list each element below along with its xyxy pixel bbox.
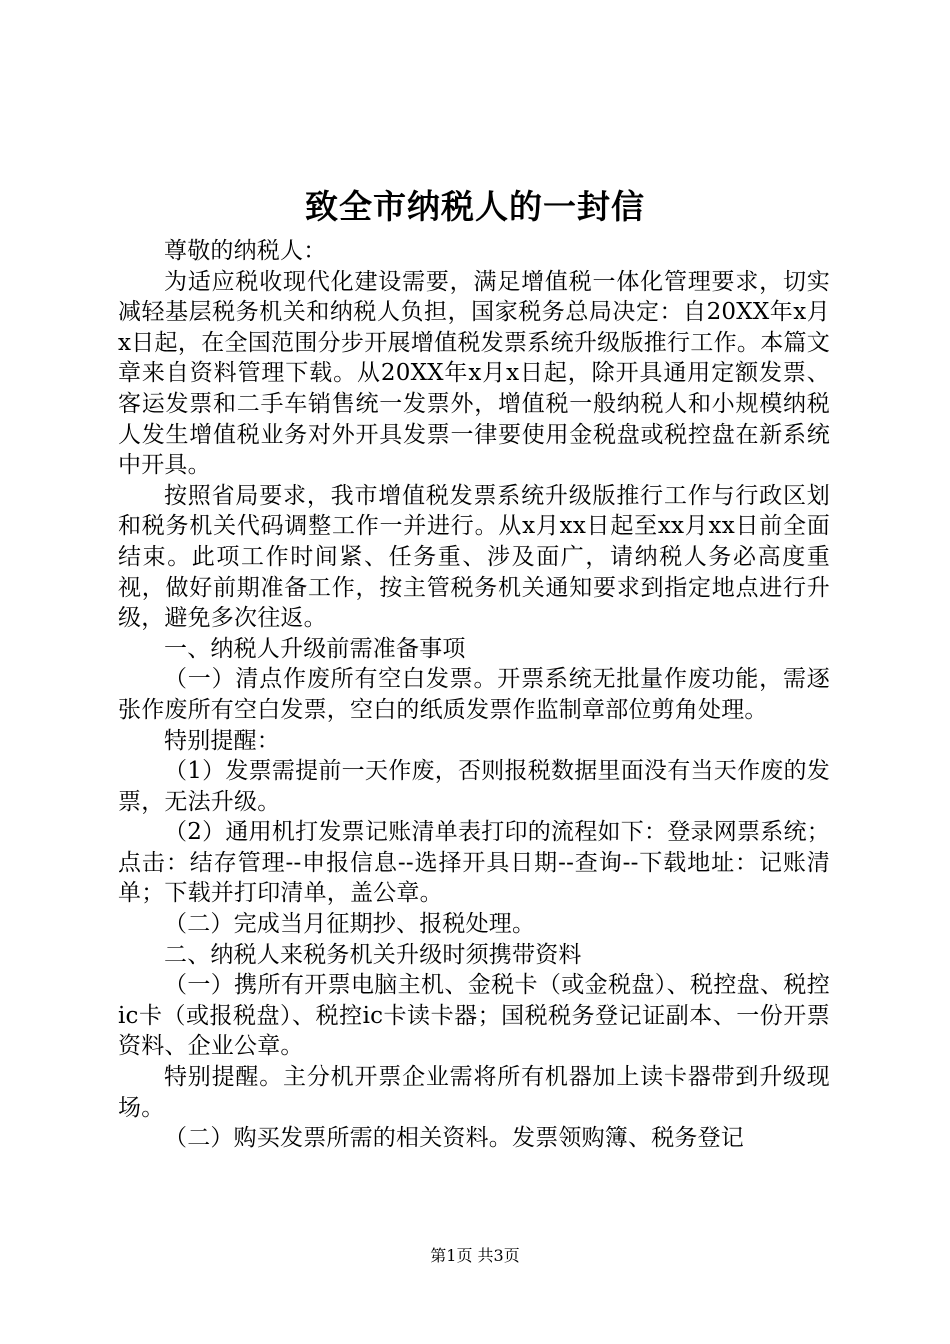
reminder-heading: 特别提醒： [164, 727, 280, 754]
paragraph: 按照省局要求，我市增值税发票系统升级版推行工作与行政区划和税务机关代码调整工作一并进行。从x月xx日起至xx月xx日前全面结束。此项工作时间紧、任务重、涉及面广，请纳税人务必高度重视，做好前期准备工作，按主管税务机关通知要求到指定地点进行升级，避免多次往返。 [118, 482, 830, 632]
paragraph: （2）通用机打发票记账清单表打印的流程如下：登录网票系统；点击：结存管理--申报信息--选择开具日期--查询--下载地址：记账清单；下载并打印清单，盖公章。 [118, 819, 830, 907]
paragraph: 特别提醒。主分机开票企业需将所有机器加上读卡器带到升级现场。 [118, 1064, 830, 1121]
salutation: 尊敬的纳税人： [164, 238, 327, 264]
section-heading: 一、纳税人升级前需准备事项 [164, 635, 466, 662]
document-title: 致全市纳税人的一封信 [305, 187, 645, 226]
paragraph: 为适应税收现代化建设需要，满足增值税一体化管理要求，切实减轻基层税务机关和纳税人负担，国家税务总局决定：自20XX年x月x日起，在全国范围分步开展增值税发票系统升级版推行工作。本篇文章来自资料管理下载。从20XX年x月x日起，除开具通用定额发票、客运发票和二手车销售统一发票外，增值税一般纳税人和小规模纳税人发生增值税业务对外开具发票一律要使用金税盘或税控盘在新系统中开具。 [118, 268, 830, 479]
page-number: 第1页 共3页 [430, 1246, 520, 1265]
paragraph: （二）完成当月征期抄、报税处理。 [164, 911, 536, 938]
paragraph: （1）发票需提前一天作废，否则报税数据里面没有当天作废的发票，无法升级。 [118, 758, 830, 815]
paragraph: （一）携所有开票电脑主机、金税卡（或金税盘）、税控盘、税控ic卡（或报税盘）、税控ic卡读卡器；国税税务登记证副本、一份开票资料、企业公章。 [118, 972, 830, 1060]
section-heading: 二、纳税人来税务机关升级时须携带资料 [164, 941, 582, 968]
paragraph: （二）购买发票所需的相关资料。发票领购簿、税务登记 [164, 1125, 744, 1152]
paragraph: （一）清点作废所有空白发票。开票系统无批量作废功能，需逐张作废所有空白发票，空白的纸质发票作监制章部位剪角处理。 [118, 666, 830, 723]
letter-body [118, 236, 830, 1154]
